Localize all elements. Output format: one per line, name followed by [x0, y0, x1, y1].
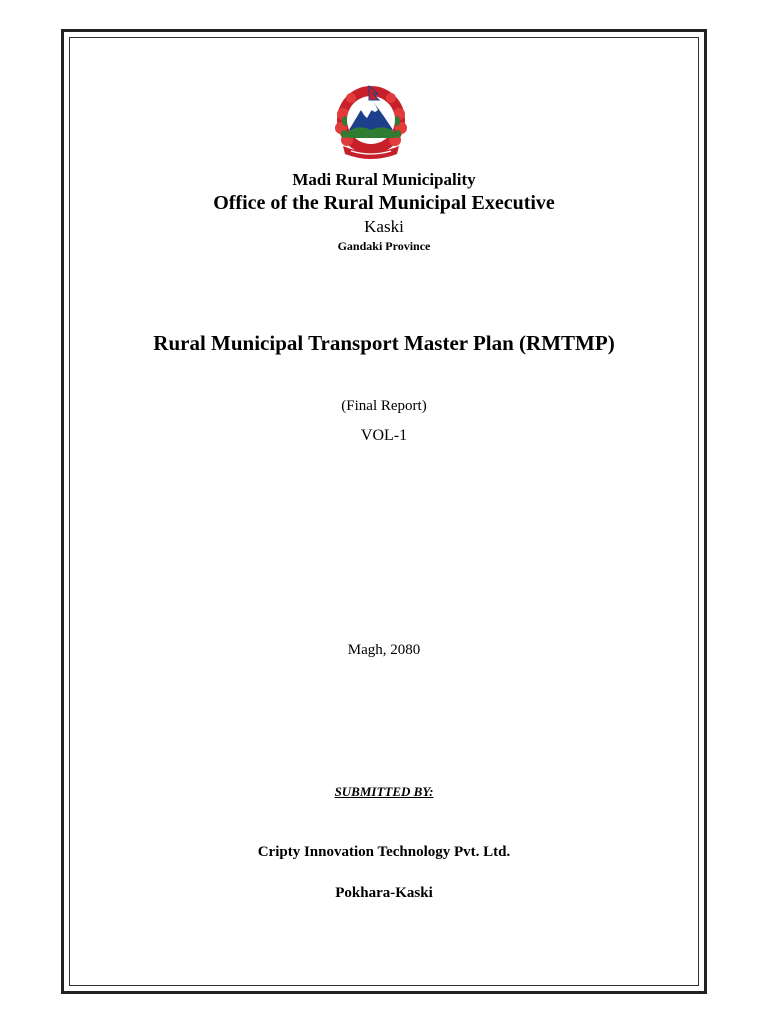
submitted-by-label: SUBMITTED BY: — [334, 784, 434, 799]
emblem-graphic — [331, 84, 411, 160]
district-name: Kaski — [364, 217, 404, 236]
report-date: Magh, 2080 — [347, 642, 421, 658]
document-title: Rural Municipal Transport Master Plan (RMTMP) — [153, 331, 615, 355]
municipality-name: Madi Rural Municipality — [292, 170, 476, 189]
nepal-emblem-icon — [331, 84, 411, 160]
province-name: Gandaki Province — [337, 239, 431, 253]
office-name: Office of the Rural Municipal Executive — [213, 192, 555, 214]
report-type: (Final Report) — [341, 398, 427, 414]
volume-label: VOL-1 — [360, 427, 408, 444]
company-name: Cripty Innovation Technology Pvt. Ltd. — [257, 844, 511, 860]
company-location: Pokhara-Kaski — [335, 885, 433, 901]
